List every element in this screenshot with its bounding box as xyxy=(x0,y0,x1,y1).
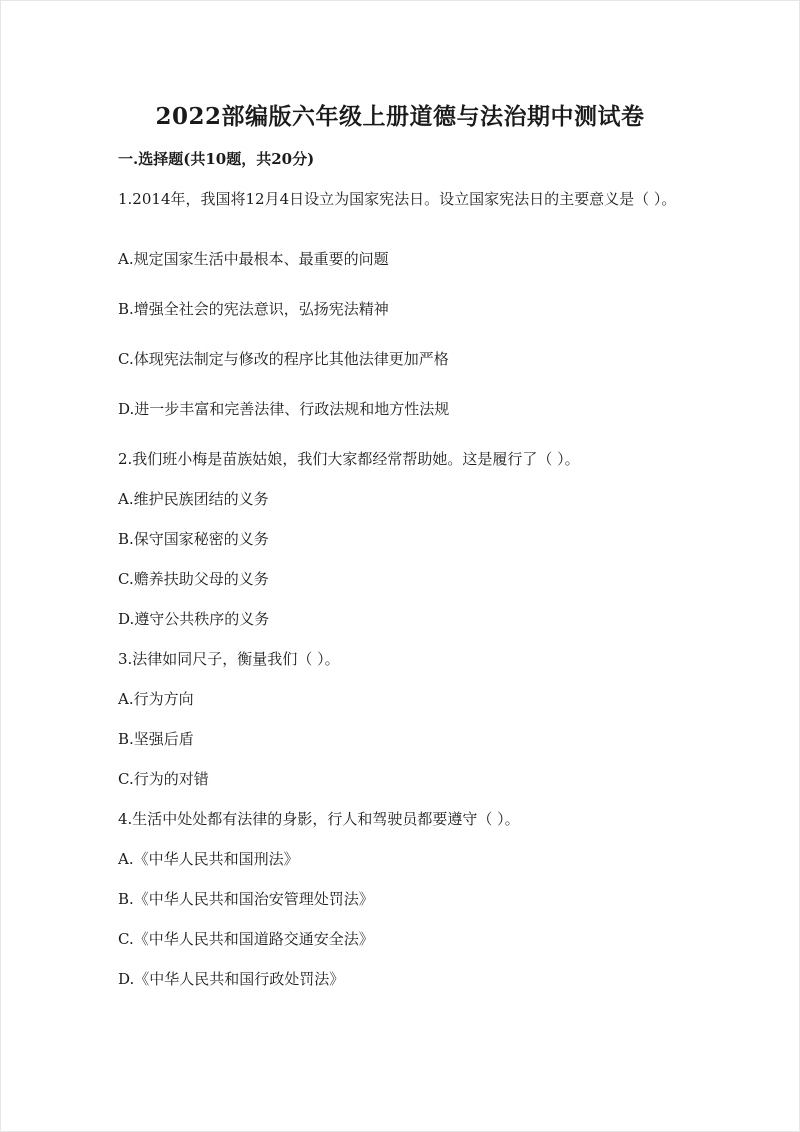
question-2-option-a: A.维护民族团结的义务 xyxy=(118,490,269,508)
question-1-option-b: B.增强全社会的宪法意识，弘扬宪法精神 xyxy=(118,300,389,318)
question-1-stem: 1.2014年，我国将12月4日设立为国家宪法日。设立国家宪法日的主要意义是（ ）。 xyxy=(118,190,677,208)
page-title: 2022部编版六年级上册道德与法治期中测试卷 xyxy=(155,103,645,130)
question-1-option-d: D.进一步丰富和完善法律、行政法规和地方性法规 xyxy=(118,400,450,418)
question-1-option-c: C.体现宪法制定与修改的程序比其他法律更加严格 xyxy=(118,350,449,368)
question-4-option-b: B.《中华人民共和国治安管理处罚法》 xyxy=(118,890,374,908)
question-2-option-d: D.遵守公共秩序的义务 xyxy=(118,610,270,628)
question-3-option-a: A.行为方向 xyxy=(118,690,194,708)
question-3-option-c: C.行为的对错 xyxy=(118,770,209,788)
question-4-option-a: A.《中华人民共和国刑法》 xyxy=(118,850,299,868)
question-2-option-b: B.保守国家秘密的义务 xyxy=(118,530,269,548)
question-2-option-c: C.赡养扶助父母的义务 xyxy=(118,570,269,588)
question-4-stem: 4.生活中处处都有法律的身影，行人和驾驶员都要遵守（ ）。 xyxy=(118,810,520,828)
question-2-stem: 2.我们班小梅是苗族姑娘，我们大家都经常帮助她。这是履行了（ ）。 xyxy=(118,450,580,468)
question-4-option-d: D.《中华人民共和国行政处罚法》 xyxy=(118,970,345,988)
question-3-stem: 3.法律如同尺子，衡量我们（ ）。 xyxy=(118,650,340,668)
question-1-option-a: A.规定国家生活中最根本、最重要的问题 xyxy=(118,250,389,268)
section-heading: 一.选择题(共10题，共20分) xyxy=(118,150,315,168)
question-4-option-c: C.《中华人民共和国道路交通安全法》 xyxy=(118,930,374,948)
question-3-option-b: B.坚强后盾 xyxy=(118,730,194,748)
